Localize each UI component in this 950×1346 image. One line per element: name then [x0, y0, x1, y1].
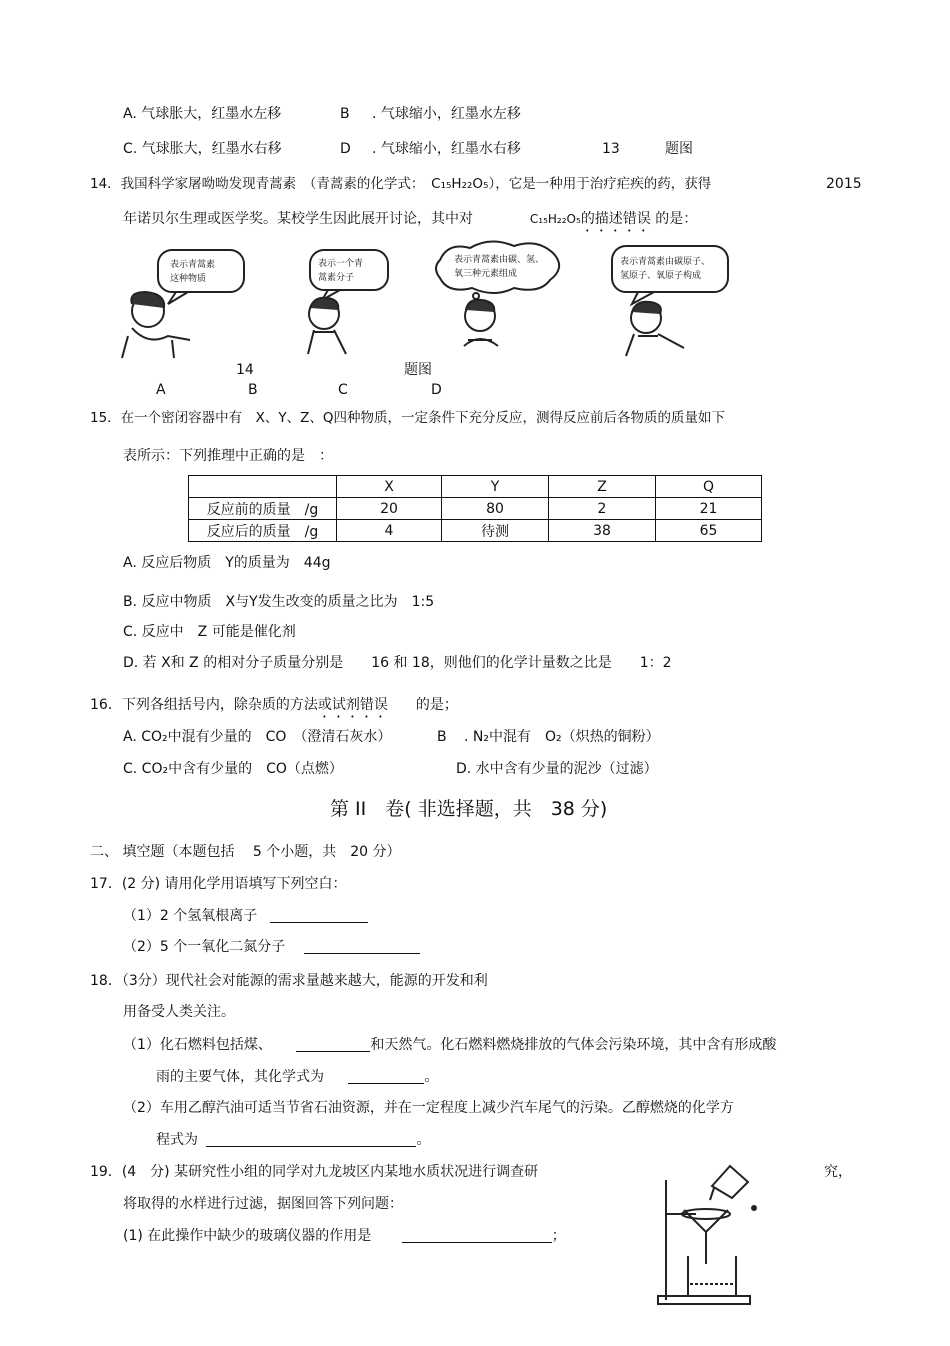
q18-sub2: （2）车用乙醇汽油可适当节省石油资源，并在一定程度上减少汽车尾气的污染。乙醇燃烧的化学方 [123, 1100, 734, 1116]
table-header-cell: Y [442, 476, 549, 498]
q18-sub1-end: 。 [424, 1069, 439, 1085]
q16-dotted-emphasis: 或试剂错误 [317, 697, 388, 713]
q19-stem-end: 究， [824, 1164, 852, 1180]
bubble-b-text-line2: 蒿素分子 [318, 273, 355, 283]
q14-year: 2015 [826, 176, 862, 192]
table-cell: 2 [549, 498, 656, 520]
table-cell: 65 [656, 520, 762, 542]
q14-label-d: D [431, 382, 442, 398]
q13-option-d-letter: D [340, 141, 351, 157]
q13-figure-caption: 题图 [665, 141, 693, 157]
q17-sub2-answer-blank[interactable] [304, 939, 420, 954]
q15-stem-line2: 表所示：下列推理中正确的是 ： [123, 448, 333, 464]
q16-option-b-letter: B [437, 729, 447, 745]
q18-sub1-text-c: 雨的主要气体，其化学式为 [156, 1069, 324, 1085]
table-cell: 待测 [442, 520, 549, 542]
speech-bubble-b [310, 250, 388, 290]
q16-stem-a: 16．下列各组括号内，除杂质的方法 [90, 697, 318, 713]
table-cell: 4 [337, 520, 442, 542]
table-cell: 反应前的质量 /g [189, 498, 337, 520]
section-title: 二、 填空题（本题包括 5 个小题，共 20 分） [90, 844, 401, 860]
q15-option-a: A. 反应后物质 Y的质量为 44g [123, 555, 331, 571]
table-cell: 21 [656, 498, 762, 520]
q14-figure-number: 14 [236, 362, 254, 378]
speech-bubble-d [612, 246, 728, 292]
q15-stem-line1: 15．在一个密闭容器中有 X、Y、Z、Q四种物质，一定条件下充分反应，测得反应前后各物质的质量如下 [90, 410, 726, 426]
part2-heading: 第 II 卷( 非选择题，共 38 分) [330, 798, 608, 820]
bubble-a-text-line1: 表示青蒿素 [170, 260, 216, 270]
q17-sub1 [123, 907, 368, 925]
q14-cartoon-figure [118, 236, 738, 362]
bubble-b-text-line1: 表示一个青 [318, 259, 364, 269]
q14-stem-line2-b: 的是： [655, 211, 698, 227]
stand-base-icon [658, 1296, 750, 1304]
q19-stem-line2: 将取得的水样进行过滤，据图回答下列问题： [123, 1196, 403, 1212]
q17-sub1-text: （1）2 个氢氧根离子 [123, 908, 258, 924]
q18-sub2-cont [156, 1131, 430, 1149]
table-cell: 80 [442, 498, 549, 520]
bubble-a-text-line2: 这种物质 [170, 274, 207, 284]
q19-sub1-text: (1) 在此操作中缺少的玻璃仪器的作用是 [123, 1228, 372, 1244]
q15-option-b: B. 反应中物质 X与Y发生改变的质量之比为 1:5 [123, 594, 435, 610]
q14-label-c: C [338, 382, 348, 398]
q18-sub1 [123, 1036, 776, 1054]
q14-formula: C₁₅H₂₂O₅ [529, 212, 581, 226]
q19-stem: 19．(4 分) 某研究性小组的同学对九龙坡区内某地水质状况进行调查研 [90, 1164, 539, 1180]
q15-option-c: C. 反应中 Z 可能是催化剂 [123, 624, 296, 640]
table-header-cell: X [337, 476, 442, 498]
q14-label-b: B [248, 382, 258, 398]
q19-sub1-end: ； [551, 1228, 566, 1244]
q14-dotted-emphasis: 的描述错误 [580, 211, 651, 227]
q17-sub2-text: （2）5 个一氧化二氮分子 [123, 939, 286, 955]
pouring-beaker-icon [712, 1166, 748, 1198]
bubble-d-text-line2: 氢原子、氧原子构成 [620, 271, 702, 281]
q14-stem-line2 [123, 210, 697, 235]
q13-figure-number: 13 [602, 141, 620, 157]
beaker-icon [688, 1256, 736, 1296]
bubble-c-text-line2: 氧三种元素组成 [454, 269, 518, 279]
q18-sub2-answer-blank[interactable] [206, 1132, 416, 1147]
q14-label-a: A [156, 382, 166, 398]
q18-sub1-answer-blank-1[interactable] [296, 1037, 370, 1052]
q17-stem: 17．(2 分) 请用化学用语填写下列空白： [90, 876, 347, 892]
q18-stem-line2: 用备受人类关注。 [123, 1004, 235, 1020]
q17-sub2 [123, 938, 420, 956]
q18-stem: 18．（3分）现代社会对能源的需求量越来越大，能源的开发和利 [90, 973, 488, 989]
q17-sub1-answer-blank[interactable] [270, 908, 368, 923]
q15-option-d: D. 若 X和 Z 的相对分子质量分别是 16 和 18，则他们的化学计量数之比是 1：2 [123, 655, 672, 671]
q14-figure-caption: 题图 [404, 362, 432, 378]
table-cell: 20 [337, 498, 442, 520]
table-header-cell: Q [656, 476, 762, 498]
q19-sub1-answer-blank[interactable] [402, 1228, 552, 1243]
bubble-c-text-line1: 表示青蒿素由碳、氢、 [454, 255, 545, 265]
q13-option-b-letter: B [340, 106, 350, 122]
speech-bubble-c [436, 241, 559, 293]
q18-sub1-answer-blank-2[interactable] [348, 1069, 424, 1084]
q16-option-d: D. 水中含有少量的泥沙（过滤） [456, 761, 658, 777]
q19-sub1 [123, 1227, 566, 1245]
filtration-apparatus-figure [652, 1160, 762, 1310]
table-header-cell: Z [549, 476, 656, 498]
table-header-row [189, 476, 762, 498]
q16-option-a: A. CO₂中混有少量的 CO （澄清石灰水） [123, 729, 392, 745]
q18-sub1-text-a: （1）化石燃料包括煤、 [123, 1037, 272, 1053]
q13-option-b: . 气球缩小，红墨水左移 [372, 106, 521, 122]
q18-sub1-text-b: 和天然气。化石燃料燃烧排放的气体会污染环境，其中含有形成酸 [370, 1037, 777, 1053]
q16-stem [90, 696, 458, 721]
table-cell: 反应后的质量 /g [189, 520, 337, 542]
q16-option-b: . N₂中混有 O₂（炽热的铜粉） [464, 729, 660, 745]
q14-stem-line1: 14．我国科学家屠呦呦发现青蒿素 （青蒿素的化学式： C₁₅H₂₂O₅），它是一种用于治疗疟疾的药，获得 [90, 176, 712, 192]
q18-sub1-cont [156, 1068, 438, 1086]
table-cell: 38 [549, 520, 656, 542]
q13-option-a: A. 气球胀大，红墨水左移 [123, 106, 282, 122]
bubble-d-text-line1: 表示青蒿素由碳原子、 [620, 257, 711, 267]
q16-stem-b: 的是； [387, 697, 458, 713]
table-header-cell [189, 476, 337, 498]
q18-sub2-text-b: 程式为 [156, 1132, 198, 1148]
q18-sub2-end: 。 [416, 1132, 431, 1148]
table-row [189, 498, 762, 520]
q15-mass-table [188, 475, 762, 542]
speech-bubble-a [158, 250, 244, 292]
table-row [189, 520, 762, 542]
q14-stem-line2-a: 年诺贝尔生理或医学奖。某校学生因此展开讨论，其中对 [123, 211, 473, 227]
q13-option-d: . 气球缩小，红墨水右移 [372, 141, 521, 157]
q16-option-c: C. CO₂中含有少量的 CO（点燃） [123, 761, 343, 777]
q13-option-c: C. 气球胀大，红墨水右移 [123, 141, 282, 157]
